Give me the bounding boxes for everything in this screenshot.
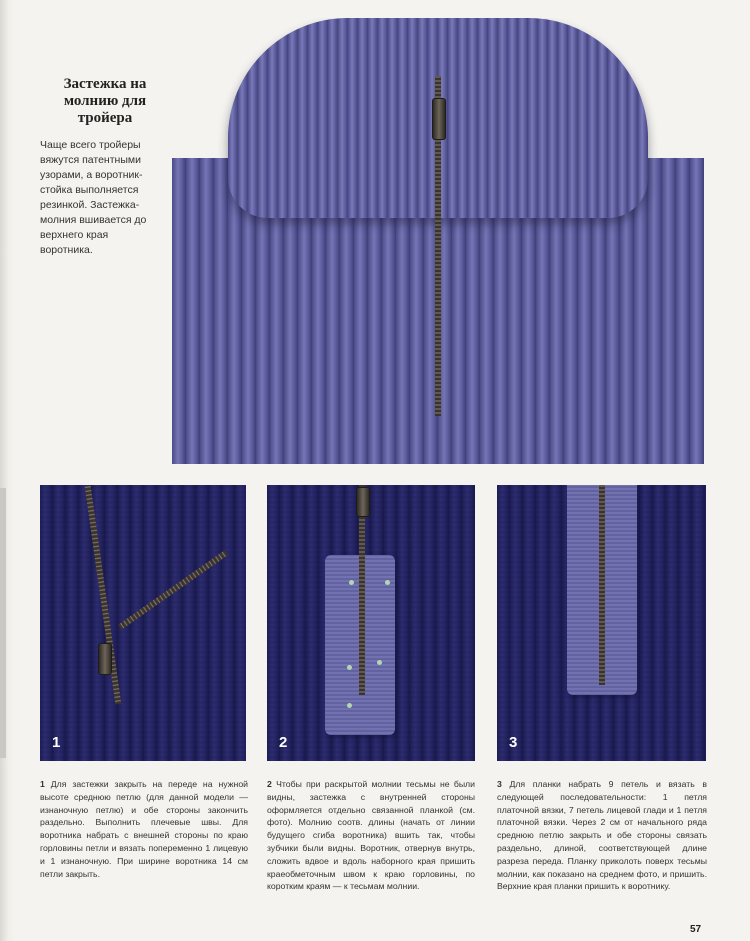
step-caption-2 bbox=[267, 778, 475, 893]
zipper-pull-icon bbox=[432, 98, 446, 140]
step-caption-1 bbox=[40, 778, 248, 880]
pin-icon bbox=[349, 580, 354, 585]
step-number: 3 bbox=[509, 734, 518, 751]
zipper-pull-icon bbox=[98, 643, 112, 675]
caption-text: Для застежки закрыть на переде на нужной высоте среднюю петлю (для данной модели — изнаночную петлю) и обе стороны закончить раздельно. Выполнить плечевые швы. Для воротника набрать с внешней стороны по краю горловины петли и вязать попеременно 1 лицевую и 1 изнаночную. При ширине воротника 14 см петли закрыть. bbox=[40, 779, 248, 879]
pin-icon bbox=[347, 665, 352, 670]
page-number: 57 bbox=[690, 924, 702, 935]
intro-text: Чаще всего тройеры вяжутся патентными узорами, а воротник-стойка выполняется резинкой. Застежка-молния вшивается до верхнего края воротника. bbox=[40, 139, 147, 256]
caption-text: Для планки набрать 9 петель и вязать в следующей последовательности: 1 петля платочной вязки, 7 петель лицевой глади и 1 петля платочной вязки. Через 2 см от начального ряда среднюю петлю закрыть и обе стороны связать раздельно, длиной, соответствующей длине разреза переда. Планку приколоть поверх тесьмы молнии, как показано на среднем фото, и пришить. Верхние края планки пришить к воротнику. bbox=[497, 779, 707, 892]
pin-icon bbox=[385, 580, 390, 585]
zipper-pull-icon bbox=[356, 487, 370, 517]
step-number: 1 bbox=[52, 734, 61, 751]
zipper-teeth bbox=[599, 485, 605, 685]
caption-number: 1 bbox=[40, 779, 45, 789]
main-sweater-photo bbox=[172, 18, 704, 464]
step-photo-1 bbox=[40, 485, 246, 761]
caption-number: 2 bbox=[267, 779, 272, 789]
zipper-teeth bbox=[118, 550, 228, 629]
caption-number: 3 bbox=[497, 779, 502, 789]
pin-icon bbox=[377, 660, 382, 665]
pin-icon bbox=[347, 703, 352, 708]
page-spine bbox=[0, 0, 14, 941]
step-number: 2 bbox=[279, 734, 288, 751]
step-photo-3 bbox=[497, 485, 706, 761]
step-caption-3 bbox=[497, 778, 707, 893]
step-photo-2 bbox=[267, 485, 475, 761]
caption-text: Чтобы при раскрытой молнии тесьмы не были видны, застежка с внутренней стороны оформляется отдельно связанной планкой (см. фото). Молнию соотв. длины (начать от линии будущего сгиба воротника) вшить так, чтобы зубчики были видны. Воротник, отвернув внутрь, сложить вдвое и вдоль наборного края пришить краеобметочным швом к краю горловины, по коротким краям — к тесьмам молнии. bbox=[267, 779, 475, 892]
page-heading: Застежка на молнию для тройера bbox=[63, 76, 147, 126]
spine-bar bbox=[0, 488, 6, 758]
